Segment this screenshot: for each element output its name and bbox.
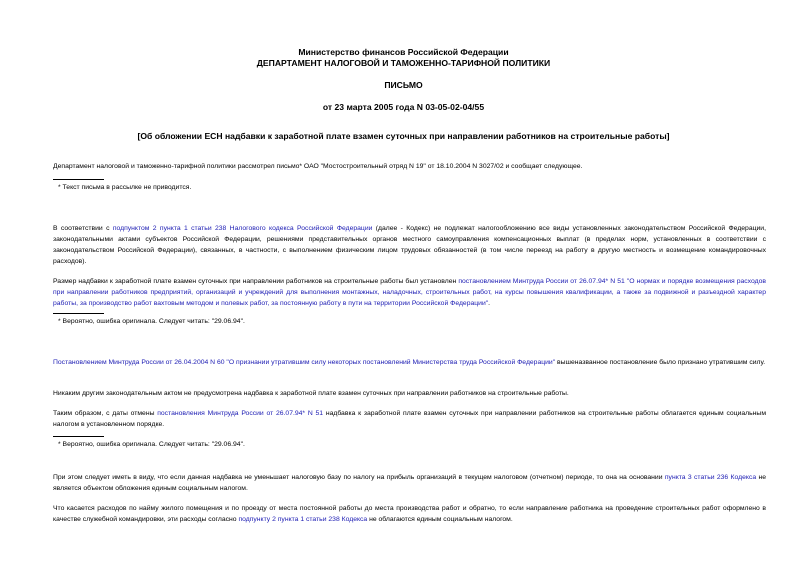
paragraph-1-text: В соответствии с xyxy=(53,225,113,232)
paragraph-2-text: Размер надбавки к заработной плате взамен суточных при направлении работников на строительные работы был установлен xyxy=(53,278,459,285)
paragraph-2 xyxy=(53,276,766,309)
paragraph-4: Никаким другим законодательным актом не предусмотрена надбавка к заработной плате взамен суточных при направлении работников на строительные работы. xyxy=(53,390,569,397)
document-subject: [Об обложении ЕСН надбавки к заработной плате взамен суточных при направлении работников на строительные работы] xyxy=(137,131,670,141)
link-article-236[interactable]: пункта 3 статьи 236 Кодекса xyxy=(664,474,757,481)
paragraph-2-text-end: . xyxy=(488,300,491,307)
intro-paragraph: Департамент налоговой и таможенно-тарифной политики рассмотрел письмо* ОАО "Мостостроительный отряд N 19" от 18.10.2004 N 3027/02 и сообщает следующее. xyxy=(53,163,583,170)
paragraph-1 xyxy=(53,223,766,267)
paragraph-3 xyxy=(53,357,766,368)
document-date-number: от 23 марта 2005 года N 03-05-02-04/55 xyxy=(322,102,485,112)
paragraph-5-text: Таким образом, с даты отмены xyxy=(53,410,158,417)
footnote-2: * Вероятно, ошибка оригинала. Следует читать: "29.06.94". xyxy=(58,318,245,325)
link-resolution-60[interactable]: Постановлением Минтруда России от 26.04.2004 N 60 "О признании утратившим силу некоторых постановлений Министерства труда Российской Федерации" xyxy=(53,359,556,366)
paragraph-6 xyxy=(53,472,766,494)
paragraph-1-text-end: (далее - Кодекс) не подлежат налогообложению все виды установленных законодательством Российской Федерации, законодательными актами субъектов Российской Федерации, решениями представительных органов местного самоуправления компенсационных выплат (в пределах норм, установленных в соответствии с законодательством Российской Федерации), связанных, в частности, с выполнением физическим лицом трудовых обязанностей (в том числе переезд на работу в другую местность и возмещение командировочных расходов). xyxy=(53,225,766,265)
paragraph-5-text-end: надбавка к заработной плате взамен суточных при направлении работников на строительные работы облагается единым социальным налогом в установленном порядке. xyxy=(53,410,766,428)
link-resolution-51-short[interactable]: постановления Минтруда России от 26.07.94* N 51 xyxy=(157,410,324,417)
document-type: ПИСЬМО xyxy=(384,80,423,90)
paragraph-5 xyxy=(53,408,766,430)
department-title: ДЕПАРТАМЕНТ НАЛОГОВОЙ И ТАМОЖЕННО-ТАРИФНОЙ ПОЛИТИКИ xyxy=(256,58,551,68)
paragraph-6-text-end: не является объектом обложения единым социальным налогом. xyxy=(53,474,766,492)
ministry-title: Министерство финансов Российской Федерации xyxy=(298,47,509,57)
link-article-238-short[interactable]: подпункту 2 пункта 1 статьи 238 Кодекса xyxy=(238,516,368,523)
footnote-1: * Текст письма в рассылке не приводится. xyxy=(58,184,192,191)
footnote-divider xyxy=(53,313,104,314)
paragraph-7 xyxy=(53,503,766,525)
footnote-3: * Вероятно, ошибка оригинала. Следует читать: "29.06.94". xyxy=(58,441,245,448)
paragraph-7-text-end: не облагаются единым социальным налогом. xyxy=(367,516,513,523)
footnote-divider xyxy=(53,179,104,180)
link-resolution-51[interactable]: постановлением Минтруда России от 26.07.94* N 51 "О нормах и порядке возмещения расходов при направлении работников предприятий, организаций и учреждений для выполнения монтажных, наладочных, строительных работ, на курсы повышения квалификации, а также за подвижной и разъездной характер работы, за производство работ вахтовым методом и полевых работ, за постоянную работу в пути на территории Российской Федерации" xyxy=(53,278,766,307)
footnote-divider xyxy=(53,436,104,437)
paragraph-3-text-end: вышеназванное постановление было признано утратившим силу. xyxy=(555,359,766,366)
link-article-238[interactable]: подпунктом 2 пункта 1 статьи 238 Налогового кодекса Российской Федерации xyxy=(112,225,373,232)
paragraph-7-text: Что касается расходов по найму жилого помещения и по проезду от места постоянной работы до места производства работ и обратно, то если направление работника на проведение строительных работ оформлено в качестве служебной командировки, эти расходы согласно xyxy=(53,505,766,523)
paragraph-6-text: При этом следует иметь в виду, что если данная надбавка не уменьшает налоговую базу по налогу на прибыль организаций в текущем налоговом (отчетном) периоде, то она на основании xyxy=(53,474,665,481)
